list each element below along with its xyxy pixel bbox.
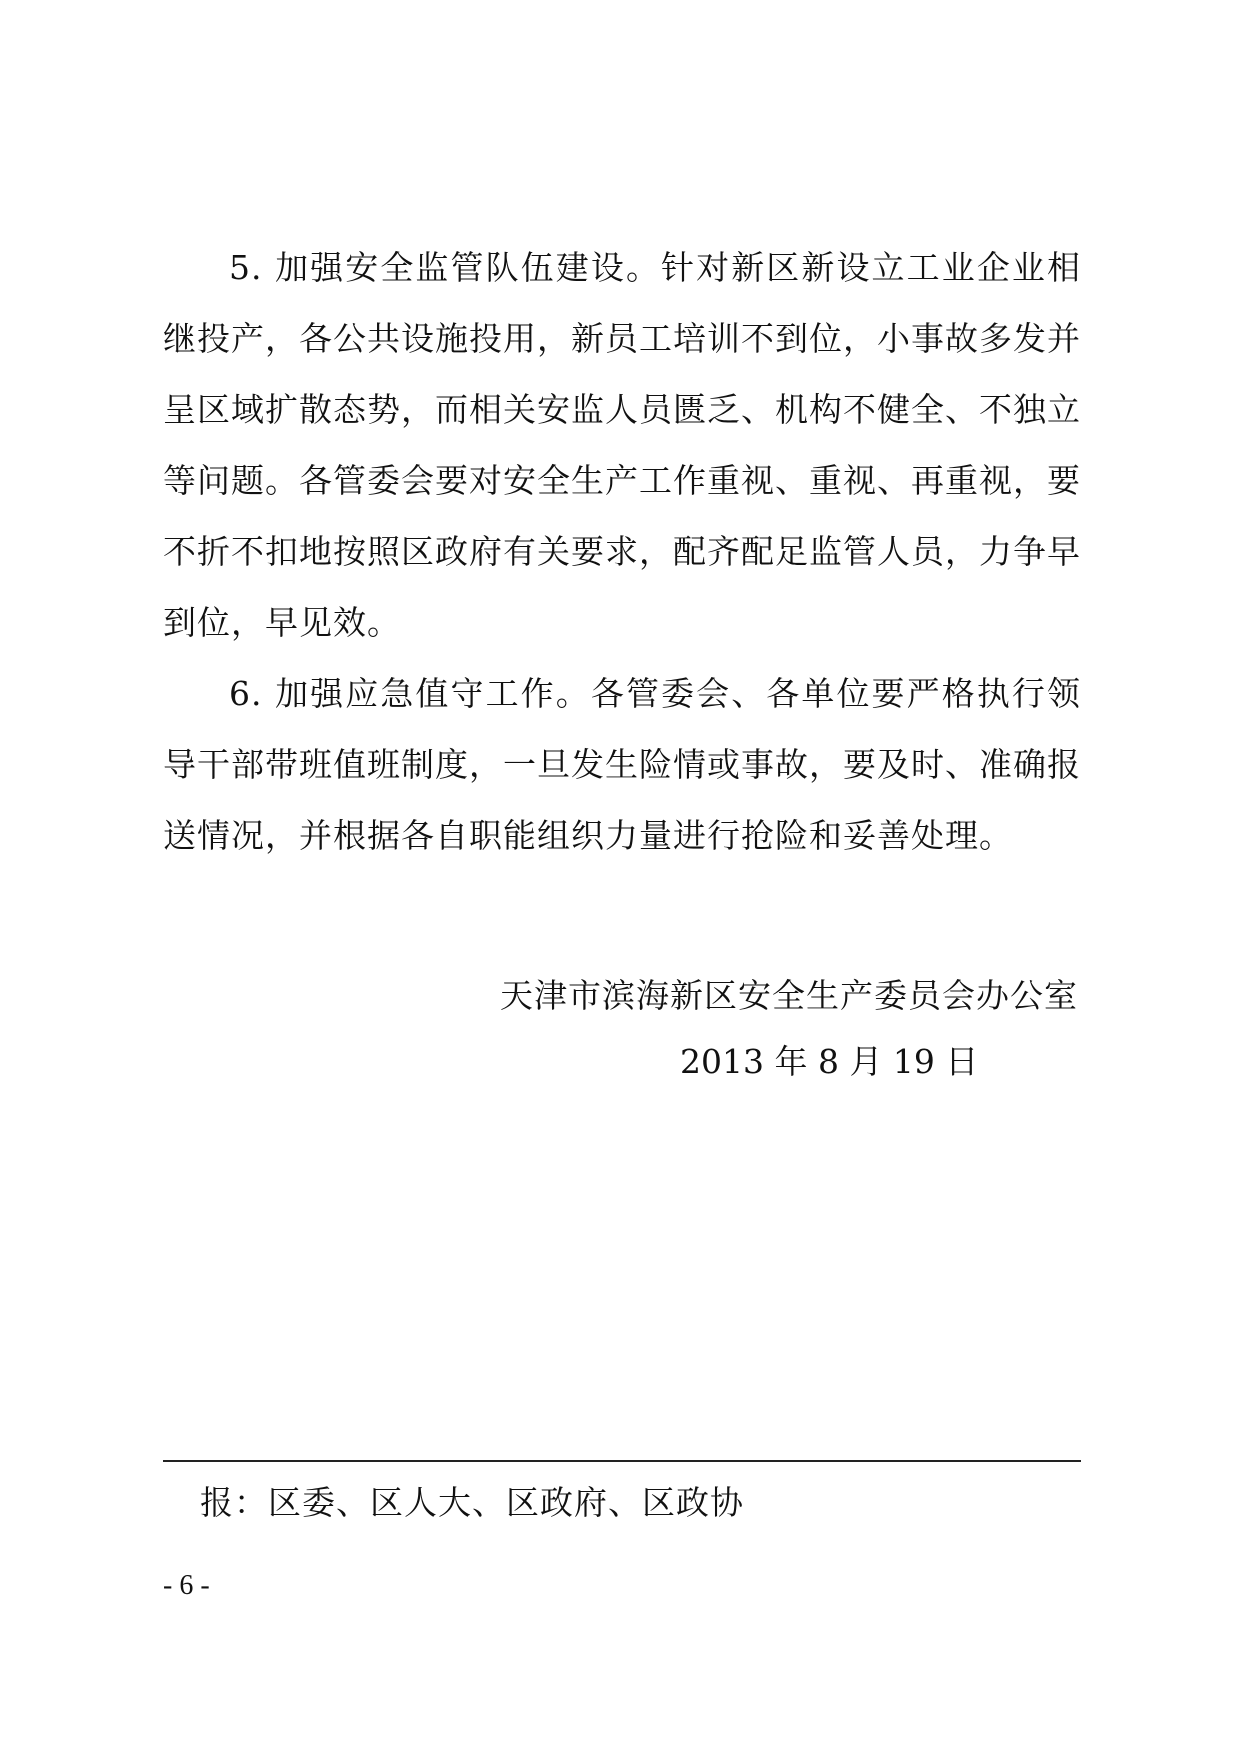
report-to-line: 报：区委、区人大、区政府、区政协	[200, 1483, 744, 1522]
issuing-organization: 天津市滨海新区安全生产委员会办公室	[500, 976, 1078, 1015]
issue-date: 2013 年 8 月 19 日	[680, 1042, 979, 1081]
page-number: - 6 -	[163, 1570, 210, 1601]
paragraph-5: 5. 加强安全监管队伍建设。针对新区新设立工业企业相继投产，各公共设施投用，新员工培训不到位，小事故多发并呈区域扩散态势，而相关安监人员匮乏、机构不健全、不独立等问题。各管委会要对安全生产工作重视、重视、再重视，要不折不扣地按照区政府有关要求，配齐配足监管人员，力争早到位，早见效。	[163, 248, 1081, 642]
footer-divider	[163, 1460, 1081, 1462]
document-body	[163, 232, 1081, 871]
signature-block	[500, 966, 1078, 1092]
paragraph-6: 6. 加强应急值守工作。各管委会、各单位要严格执行领导干部带班值班制度，一旦发生险情或事故，要及时、准确报送情况，并根据各自职能组织力量进行抢险和妥善处理。	[163, 674, 1081, 855]
